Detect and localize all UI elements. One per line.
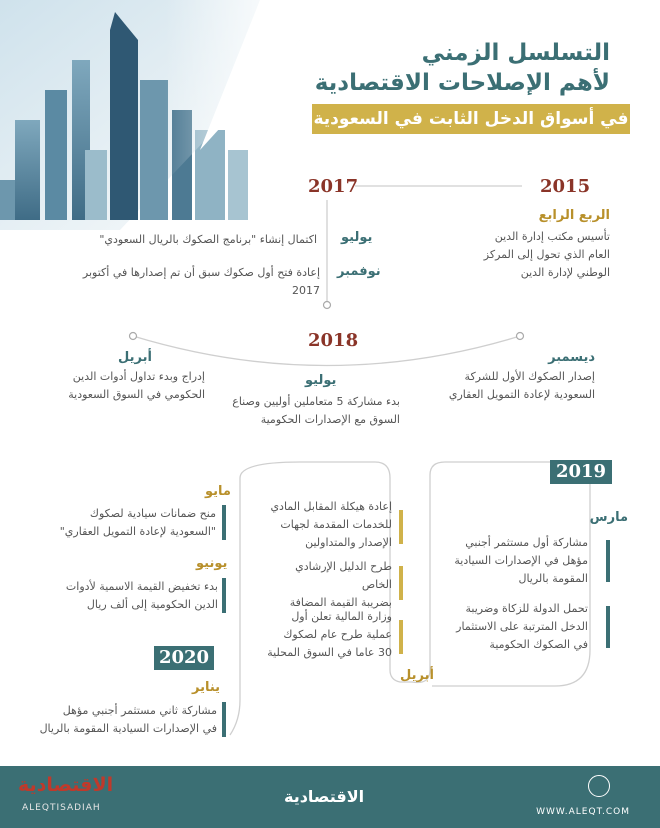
apr-2019-text-3: وزارة المالية تعلن أول عملية طرح عام لصكوك 30 عاما في السوق المحلية (267, 610, 392, 659)
year-2017: 2017 (308, 176, 359, 197)
nov-2017-text: إعادة فتح أول صكوك سبق أن تم إصدارها في أكتوبر 2017 (82, 266, 320, 297)
site-url[interactable]: WWW.ALEQT.COM (536, 807, 630, 817)
dec-2018-label: ديسمبر (548, 350, 595, 365)
q4-label: الربع الرابع (538, 208, 610, 223)
footer-logo: الاقتصادية (284, 787, 365, 806)
july-2017-text: اكتمال إنشاء "برنامج الصكوك بالريال السعودي" (99, 233, 317, 246)
brand-logo-latin: ALEQTISADIAH (22, 803, 101, 813)
subtitle-banner: في أسواق الدخل الثابت في السعودية (312, 104, 630, 134)
mar-2019-text-2: تحمل الدولة للزكاة وضريبة الدخل المترتبة على الاستثمار في الصكوك الحكومية (456, 602, 588, 651)
skyline-illustration (0, 0, 300, 230)
brand-logo: الاقتصادية (18, 774, 114, 796)
apr-2019-text-2: طرح الدليل الإرشادي الخاص بضريبة القيمة المضافة (289, 560, 392, 609)
q4-text: تأسيس مكتب إدارة الدين العام الذي تحول إلى المركز الوطني لإدارة الدين (483, 230, 610, 279)
jan-2020-label: يناير (192, 680, 221, 695)
may-2019-marker (222, 505, 226, 540)
title-line-2: لأهم الإصلاحات الاقتصادية (314, 70, 610, 96)
may-2019-text: منح ضمانات سيادية لصكوك "السعودية لإعادة التمويل العقاري" (59, 507, 216, 538)
nov-2017-label: نوفمبر (337, 264, 381, 279)
apr-2019-label: أبريل (400, 668, 434, 683)
mar-2019-text-1: مشاركة أول مستثمر أجنبي مؤهل في الإصدارات السيادية المقومة بالريال (454, 536, 588, 585)
year-2015: 2015 (540, 176, 591, 197)
may-2019-label: مايو (205, 484, 231, 499)
apr-2018-label: أبريل (118, 350, 152, 365)
title-line-1: التسلسل الزمني (421, 40, 610, 66)
jun-2019-label: يونيو (196, 556, 228, 571)
apr-2019-marker-1 (399, 510, 403, 544)
july-2018-text: بدء مشاركة 5 متعاملين أوليين وصناع السوق مع الإصدارات الحكومية (232, 395, 400, 426)
mar-2019-marker-1 (606, 540, 610, 582)
mar-2019-marker-2 (606, 606, 610, 648)
apr-2019-marker-3 (399, 620, 403, 654)
jan-2020-text: مشاركة ثاني مستثمر أجنبي مؤهل في الإصدارات السيادية المقومة بالريال (39, 704, 217, 735)
apr-2019-text-1: إعادة هيكلة المقابل المادي للخدمات المقدمة لجهات الإصدار والمتداولين (270, 500, 392, 549)
jun-2019-marker (222, 578, 226, 613)
year-2020-badge: 2020 (154, 646, 214, 670)
july-2018-label: يوليو (305, 373, 337, 388)
mar-2019-label: مارس (589, 510, 628, 525)
jun-2019-text: بدء تخفيض القيمة الاسمية لأدوات الدين الحكومية إلى ألف ريال (65, 580, 218, 611)
apr-2018-text: إدراج وبدء تداول أدوات الدين الحكومي في السوق السعودية (68, 370, 205, 401)
year-2018: 2018 (308, 330, 359, 351)
year-2019-badge: 2019 (550, 460, 612, 484)
globe-icon (588, 775, 610, 797)
dec-2018-text: إصدار الصكوك الأول للشركة السعودية لإعادة التمويل العقاري (448, 370, 595, 401)
jan-2020-marker (222, 702, 226, 737)
apr-2019-marker-2 (399, 566, 403, 600)
july-2017-label: يوليو (341, 230, 373, 245)
